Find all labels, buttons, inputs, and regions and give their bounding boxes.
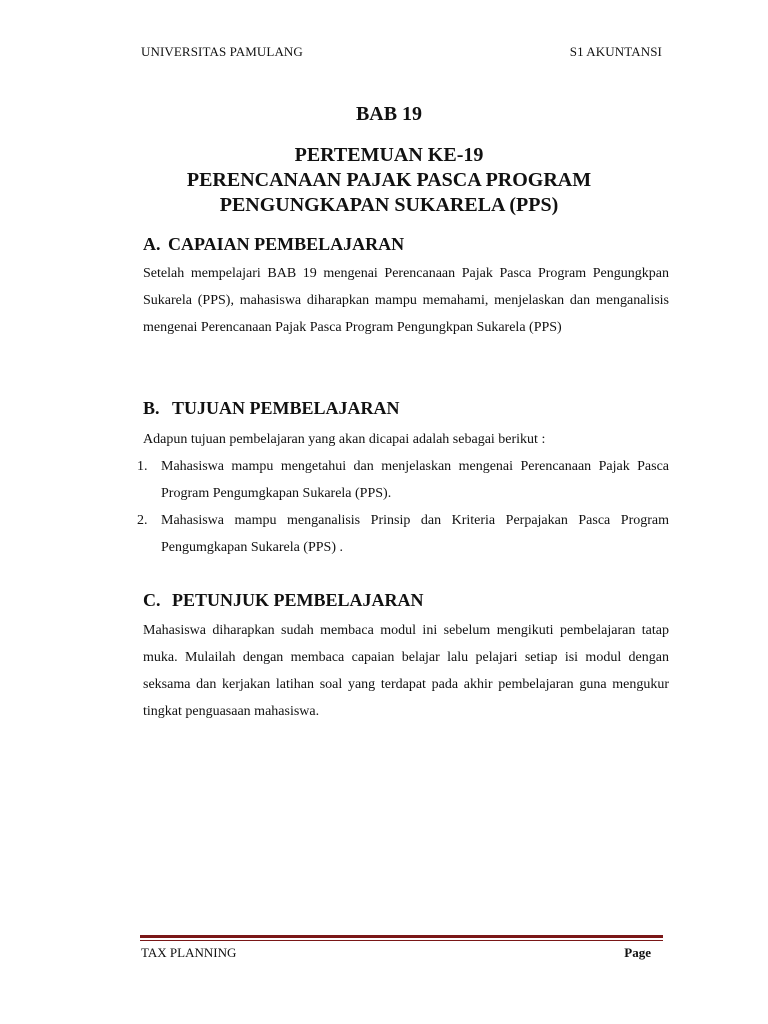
section-a-body: Setelah mempelajari BAB 19 mengenai Perencanaan Pajak Pasca Program Pengungkpan Sukarela (PPS), mahasiswa diharapkan mampu memahami, menjelaskan dan menganalisis mengenai Perencanaan Pajak Pasca Program Pengungkpan Sukarela (PPS) [143,266,669,335]
section-b-heading [143,398,400,419]
header-university: UNIVERSITAS PAMULANG [141,44,303,59]
list-item-text: Mahasiswa mampu menganalisis Prinsip dan Kriteria Perpajakan Pasca Program Pengumgkapan Sukarela (PPS) . [161,513,669,555]
subtitle-line-3: PENGUNGKAPAN SUKARELA (PPS) [219,194,559,216]
footer-course: TAX PLANNING [141,945,237,960]
footer-rule [140,935,663,941]
footer-page-label: Page [624,945,651,960]
list-item-number: 1. [137,459,148,474]
footer-rule-thin [140,940,663,941]
page-header [141,44,662,62]
subtitle-line-2: PERENCANAAN PAJAK PASCA PROGRAM [186,169,592,191]
section-b-title: TUJUAN PEMBELAJARAN [172,398,400,418]
section-c-body: Mahasiswa diharapkan sudah membaca modul ini sebelum mengikuti pembelajaran tatap muka. Mulailah dengan membaca capaian belajar lalu pelajari setiap isi modul dengan seksama dan kerjakan latihan soal yang terdapat pada akhir pembelajaran guna mengukur tingkat penguasaan mahasiswa. [143,623,669,719]
section-c-title: PETUNJUK PEMBELAJARAN [172,590,424,610]
list-item-text: Mahasiswa mampu mengetahui dan menjelaskan mengenai Perencanaan Pajak Pasca Program Pengumgkapan Sukarela (PPS). [161,459,669,501]
header-program: S1 AKUNTANSI [569,44,662,59]
chapter-title: BAB 19 [355,103,423,125]
section-a-title: CAPAIAN PEMBELAJARAN [168,234,405,254]
section-b-letter: B. [143,398,160,418]
section-b-intro: Adapun tujuan pembelajaran yang akan dicapai adalah sebagai berikut : [143,432,546,447]
section-c-heading [143,590,424,611]
section-a-heading [143,234,404,255]
list-item [137,453,669,507]
subtitle-line-1: PERTEMUAN KE-19 [294,144,484,166]
chapter-subtitle [141,143,637,218]
section-c-letter: C. [143,590,161,610]
list-item [137,507,669,561]
footer-rule-thick [140,935,663,938]
list-item-number: 2. [137,513,148,528]
section-a-letter: A. [143,234,161,254]
section-b-list [137,453,669,561]
